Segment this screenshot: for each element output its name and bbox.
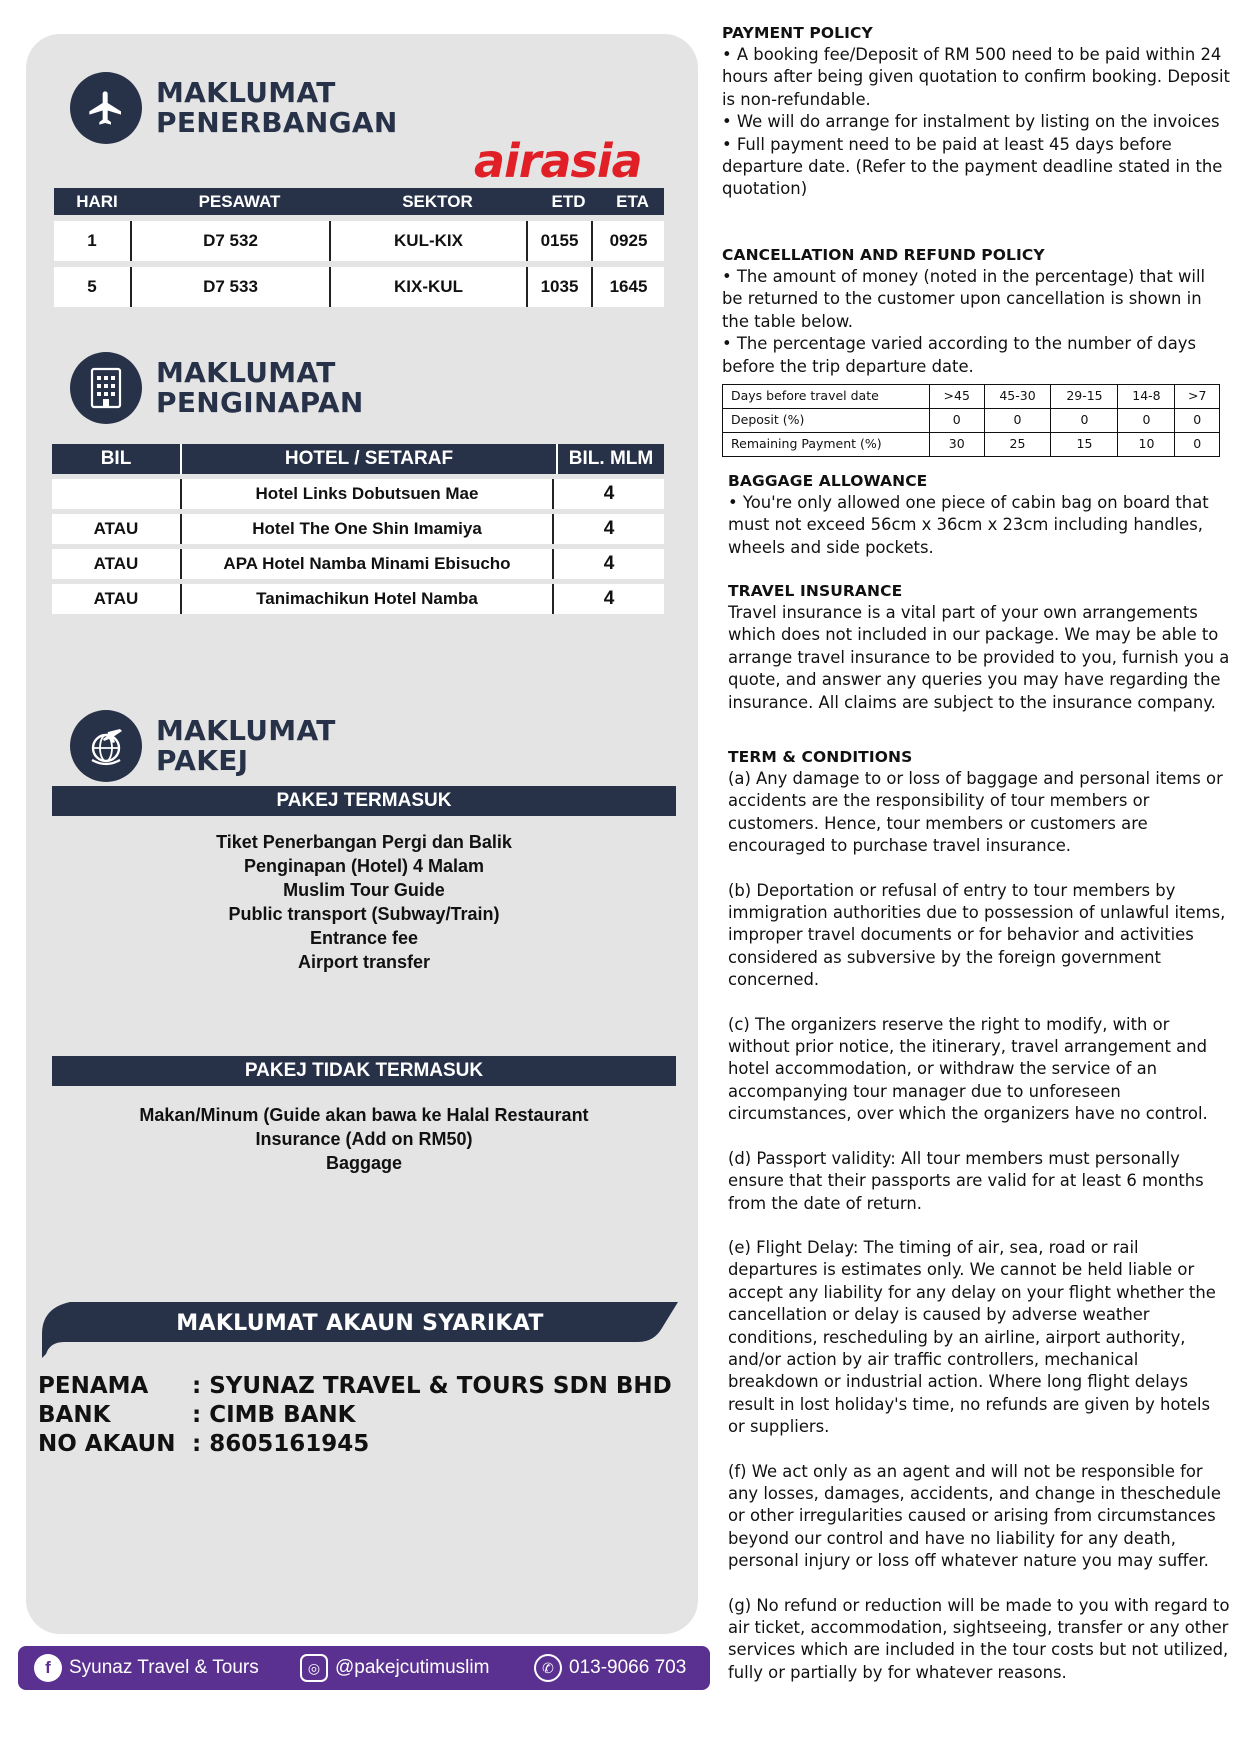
refund-header-cell: >7	[1175, 385, 1220, 409]
hotel-name: Hotel The One Shin Imamiya	[180, 514, 554, 544]
account-value: : 8605161945	[192, 1431, 370, 1457]
list-item: Public transport (Subway/Train)	[228, 904, 500, 924]
account-value: : SYUNAZ TRAVEL & TOURS SDN BHD	[192, 1373, 672, 1399]
refund-header-cell: 29-15	[1051, 385, 1118, 409]
flight-section-header	[70, 72, 398, 144]
refund-table	[722, 384, 1220, 457]
header-day: HARI	[76, 191, 118, 211]
facebook-icon: f	[34, 1654, 62, 1682]
flight-etd: 0155	[528, 221, 593, 261]
account-info	[38, 1372, 672, 1459]
included-bar: PAKEJ TERMASUK	[52, 786, 676, 816]
hotel-nights: 4	[603, 483, 615, 504]
list-item: Airport transfer	[297, 952, 431, 972]
refund-cell: 0	[1175, 409, 1220, 433]
term-item: (a) Any damage to or loss of baggage and personal items or accidents are the responsibility of tour members or customers. Hence, tour members or customers are encouraged to purchase travel insurance.	[728, 769, 1223, 856]
table-row	[723, 409, 1220, 433]
list-item: Insurance (Add on RM50)	[255, 1129, 473, 1149]
package-section-header	[70, 710, 336, 782]
header-aircraft: PESAWAT	[198, 191, 281, 211]
term-item: (f) We act only as an agent and will not be responsible for any losses, damages, accidents, and change in theschedule or other irregularities caused or arising from circumstances beyond our control and have no liability for any death, personal injury or loss off whatever nature you may suffer.	[728, 1461, 1221, 1571]
refund-header-cell: 14-8	[1118, 385, 1175, 409]
header-etd: ETD	[551, 191, 586, 211]
hotel-bil: ATAU	[93, 554, 139, 573]
list-item: Tiket Penerbangan Pergi dan Balik	[216, 832, 512, 852]
header-nights: BIL. MLM	[568, 448, 654, 469]
header-hotel: HOTEL / SETARAF	[284, 448, 454, 469]
refund-cell: 0	[984, 409, 1051, 433]
refund-cell: 0	[1051, 409, 1118, 433]
table-row	[52, 549, 664, 579]
hotel-name: Hotel Links Dobutsuen Mae	[180, 479, 554, 509]
table-row	[54, 221, 664, 261]
payment-policy-title: PAYMENT POLICY	[722, 24, 873, 42]
header-bil: BIL	[100, 448, 132, 469]
refund-row-label: Deposit (%)	[723, 409, 930, 433]
term-item: (c) The organizers reserve the right to modify, with or without prior notice, the itinerary, travel arrangement and hotel accommodation, or withdraw the service of an accompanying tour manager due to unforeseen circumstances, over which the organizers have no control.	[728, 1014, 1208, 1124]
account-title: MAKLUMAT AKAUN SYARIKAT	[176, 1311, 544, 1336]
header-eta: ETA	[616, 191, 649, 211]
refund-cell: 0	[930, 409, 985, 433]
payment-line: • We will do arrange for instalment by listing on the invoices	[722, 112, 1220, 132]
cancellation-line: • The percentage varied according to the number of days before the trip departure date.	[722, 334, 1196, 376]
facebook-name: Syunaz Travel & Tours	[69, 1657, 259, 1678]
payment-line: • A booking fee/Deposit of RM 500 need to be paid within 24 hours after being given quotation to confirm booking. Deposit is non-refundable.	[722, 45, 1230, 109]
cancellation-line: • The amount of money (noted in the percentage) that will be returned to the customer upon cancellation is shown in the table below.	[722, 267, 1206, 331]
account-row	[38, 1430, 672, 1459]
whatsapp-icon: ✆	[534, 1654, 562, 1682]
flight-day: 5	[54, 267, 132, 307]
flight-table	[54, 188, 664, 307]
payment-policy	[722, 22, 1230, 201]
package-section-title: MAKLUMAT PAKEJ	[156, 714, 336, 777]
table-row	[723, 433, 1220, 457]
flight-section-title: MAKLUMAT PENERBANGAN	[156, 76, 398, 139]
table-row	[54, 267, 664, 307]
flight-etd: 1035	[528, 267, 593, 307]
term-item: (e) Flight Delay: The timing of air, sea, road or rail departures is estimates only. We cannot be held liable or accept any liability for any delay on your flight whether the cancellation or delay is caused by adverse weather conditions, rescheduling by an airline, airport authority, and/or action by air traffic controllers, mechanical breakdown or industrial action. Where long flight delays result in lost holiday's time, no refunds are given by hotels or suppliers.	[728, 1237, 1216, 1437]
included-list	[52, 830, 676, 974]
table-row	[723, 385, 1220, 409]
table-row	[52, 479, 664, 509]
insurance-text: Travel insurance is a vital part of your own arrangements which does not included in our package. We may be able to arrange travel insurance to be provided to you, furnish you a quote, and answer any queries you may have regarding the insurance. All claims are subject to the insurance company.	[728, 603, 1230, 712]
refund-cell: 15	[1051, 433, 1118, 457]
flight-sector: KUL-KIX	[331, 221, 528, 261]
facebook-link[interactable]	[34, 1654, 259, 1682]
account-banner	[42, 1302, 678, 1358]
term-item: (g) No refund or reduction will be made to you with regard to air ticket, accommodation, sightseeing, transfer or any other services which are included in the tour costs but not utilized, fully or partially by for whatever reasons.	[728, 1595, 1230, 1682]
payment-line: • Full payment need to be paid at least 45 days before departure date. (Refer to the payment deadline stated in the quotation)	[722, 134, 1223, 199]
hotel-name: APA Hotel Namba Minami Ebisucho	[180, 549, 554, 579]
header-sector: SEKTOR	[402, 191, 473, 211]
terms-title: TERM & CONDITIONS	[728, 748, 913, 766]
account-row	[38, 1401, 672, 1430]
hotel-icon	[70, 352, 142, 424]
term-item: (d) Passport validity: All tour members must personally ensure that their passports are valid for at least 6 months from the date of return.	[728, 1148, 1204, 1213]
baggage-allowance	[728, 470, 1230, 559]
instagram-icon: ◎	[300, 1654, 328, 1682]
refund-cell: 30	[930, 433, 985, 457]
account-label: NO AKAUN	[38, 1431, 176, 1457]
hotel-section-title: MAKLUMAT PENGINAPAN	[156, 356, 364, 419]
list-item: Baggage	[325, 1153, 403, 1173]
excluded-list	[52, 1103, 676, 1175]
flight-sector: KIX-KUL	[331, 267, 528, 307]
refund-row-label: Remaining Payment (%)	[723, 433, 930, 457]
table-row	[52, 584, 664, 614]
hotel-table-header	[52, 444, 664, 474]
baggage-text: • You're only allowed one piece of cabin bag on board that must not exceed 56cm x 36cm x 23cm including handles, wheels and side pockets.	[728, 493, 1209, 557]
account-label: PENAMA	[38, 1373, 149, 1399]
hotel-name: Tanimachikun Hotel Namba	[180, 584, 554, 614]
refund-header-cell: 45-30	[984, 385, 1051, 409]
list-item: Muslim Tour Guide	[283, 880, 445, 900]
instagram-link[interactable]	[300, 1654, 489, 1682]
flight-aircraft: D7 533	[132, 267, 331, 307]
account-label: BANK	[38, 1402, 111, 1428]
refund-header-cell: >45	[930, 385, 985, 409]
cancellation-policy	[722, 244, 1230, 378]
terms-conditions	[728, 746, 1230, 1684]
whatsapp-number: 013-9066 703	[569, 1657, 687, 1678]
list-item: Makan/Minum (Guide akan bawa ke Halal Restaurant	[139, 1105, 589, 1125]
flight-eta: 1645	[609, 277, 648, 296]
contact-footer	[18, 1646, 710, 1690]
term-item: (b) Deportation or refusal of entry to tour members by immigration authorities due to possession of unlawful items, improper travel documents or for behavior and activities considered as subversive by the foreign government concerned.	[728, 880, 1226, 990]
flight-eta: 0925	[609, 231, 648, 250]
insurance-title: TRAVEL INSURANCE	[728, 582, 903, 600]
globe-plane-icon	[70, 710, 142, 782]
flight-aircraft: D7 532	[132, 221, 331, 261]
hotel-section-header	[70, 352, 364, 424]
account-value: : CIMB BANK	[192, 1402, 356, 1428]
hotel-table	[52, 444, 664, 614]
instagram-handle: @pakejcutimuslim	[335, 1657, 490, 1678]
flight-table-header	[54, 188, 664, 215]
hotel-nights: 4	[603, 553, 615, 574]
refund-cell: 10	[1118, 433, 1175, 457]
refund-header-label: Days before travel date	[723, 385, 930, 409]
travel-insurance	[728, 580, 1230, 714]
hotel-bil: ATAU	[93, 589, 139, 608]
airplane-icon	[70, 72, 142, 144]
refund-cell: 25	[984, 433, 1051, 457]
hotel-nights: 4	[603, 588, 615, 609]
baggage-title: BAGGAGE ALLOWANCE	[728, 472, 928, 490]
excluded-bar: PAKEJ TIDAK TERMASUK	[52, 1056, 676, 1086]
whatsapp-link[interactable]	[534, 1654, 686, 1682]
hotel-nights: 4	[603, 518, 615, 539]
airasia-logo: airasia	[474, 134, 642, 188]
refund-cell: 0	[1175, 433, 1220, 457]
refund-cell: 0	[1118, 409, 1175, 433]
flight-day: 1	[54, 221, 132, 261]
hotel-bil: ATAU	[93, 519, 139, 538]
list-item: Penginapan (Hotel) 4 Malam	[243, 856, 485, 876]
account-row	[38, 1372, 672, 1401]
list-item: Entrance fee	[309, 928, 419, 948]
table-row	[52, 514, 664, 544]
cancellation-policy-title: CANCELLATION AND REFUND POLICY	[722, 246, 1045, 264]
hotel-bil	[52, 479, 180, 509]
